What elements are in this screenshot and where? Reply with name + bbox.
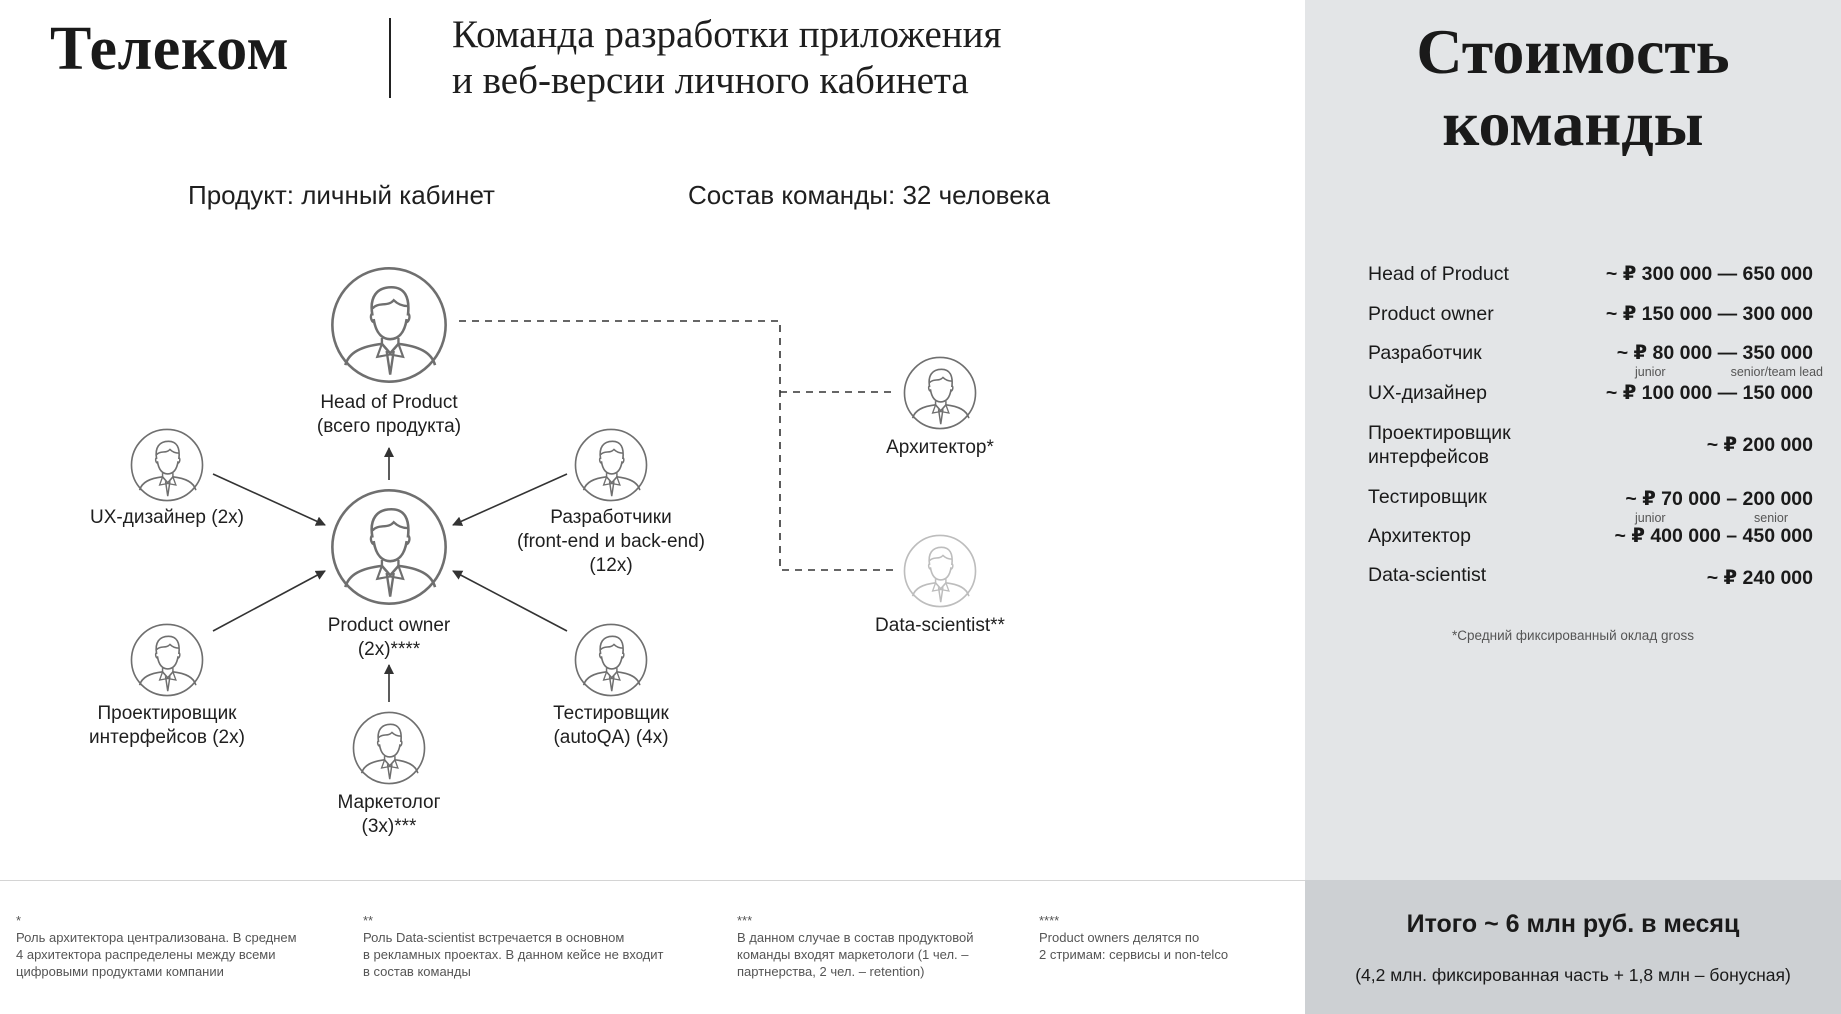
architect-avatar [903, 356, 977, 430]
cost-value: ~ ₽ 100 000 — 150 000 [1605, 382, 1813, 404]
company-title: Телеком [50, 15, 290, 83]
footnote-line: в состав команды [363, 964, 471, 979]
interface-designer-label [89, 702, 245, 750]
footnote-marketers [737, 912, 974, 980]
cost-role: Тестировщик [1368, 486, 1487, 508]
designer-line-2: интерфейсов (2x) [89, 727, 245, 748]
total-panel [1305, 880, 1841, 1014]
designer-line-1: Проектировщик [97, 703, 237, 724]
cost-role: Архитектор [1368, 525, 1471, 547]
subtitle-line-2: и веб-версии личного кабинета [452, 59, 969, 102]
team-size-label: Состав команды: 32 человека [688, 180, 1051, 210]
tester-line-2: (autoQA) (4x) [553, 727, 669, 748]
cost-value: ~ ₽ 240 000 [1706, 567, 1813, 589]
footnote-line: Роль архитектора централизована. В среднем [16, 930, 297, 945]
cost-footnote: *Средний фиксированный оклад gross [1452, 628, 1694, 643]
interface-designer-avatar [130, 623, 204, 697]
cost-row-data-scientist [1368, 563, 1813, 593]
product-owner-avatar [330, 488, 448, 606]
architect-label: Архитектор* [886, 437, 994, 458]
footnote-line: цифровыми продуктами компании [16, 964, 224, 979]
data-scientist-avatar [903, 534, 977, 608]
footnote-mark: * [16, 913, 22, 928]
cost-value: ~ ₽ 150 000 — 300 000 [1605, 303, 1813, 325]
cost-row-architect [1368, 524, 1813, 554]
cost-value: ~ ₽ 200 000 [1706, 434, 1813, 456]
footnote-mark: ** [363, 913, 374, 928]
cost-value: ~ ₽ 70 000 – 200 000 [1625, 488, 1813, 510]
footnote-architect [16, 912, 297, 980]
footnote-mark: *** [737, 913, 753, 928]
head-of-product-label [317, 391, 461, 439]
developers-label [517, 506, 705, 578]
product-label: Продукт: личный кабинет [188, 180, 495, 210]
footnote-line: 2 стримам: сервисы и non-telco [1039, 947, 1229, 962]
cost-role [1368, 421, 1511, 469]
tester-avatar [574, 623, 648, 697]
cost-row-head-of-product [1368, 262, 1813, 292]
cost-title [1305, 16, 1841, 160]
footnote-line: партнерства, 2 чел. – retention) [737, 964, 925, 979]
total-breakdown: (4,2 млн. фиксированная часть + 1,8 млн – бонусная) [1355, 965, 1791, 985]
cost-title-line-2: команды [1442, 88, 1704, 159]
cost-role-line-1: Проектировщик [1368, 422, 1511, 444]
developers-avatar [574, 428, 648, 502]
footnote-line: команды входят маркетологи (1 чел. – [737, 947, 969, 962]
footnote-mark: **** [1039, 913, 1060, 928]
footnote-line: Роль Data-scientist встречается в основном [363, 930, 625, 945]
ux-designer-avatar [130, 428, 204, 502]
cost-title-line-1: Стоимость [1416, 16, 1730, 87]
footnote-data-scientist [363, 912, 663, 980]
marketer-line-1: Маркетолог [337, 792, 441, 813]
data-scientist-label: Data-scientist** [875, 615, 1005, 636]
cost-role: Product owner [1368, 303, 1494, 325]
cost-row-product-owner [1368, 302, 1813, 332]
dev-line-1: Разработчики [550, 507, 672, 528]
marketer-avatar [352, 711, 426, 785]
footer-divider [0, 880, 1305, 881]
cost-row-interface-designer [1368, 421, 1813, 471]
po-line-1: Product owner [327, 615, 451, 636]
marketer-line-2: (3x)*** [361, 816, 417, 837]
cost-value: ~ ₽ 300 000 — 650 000 [1605, 263, 1813, 285]
footnote-product-owners [1039, 912, 1228, 963]
head-line-2: (всего продукта) [316, 416, 462, 437]
junior-note: junior [1635, 511, 1666, 525]
cost-row-ux-designer [1368, 381, 1813, 411]
senior-note: senior [1754, 511, 1789, 525]
footnote-line: 4 архитектора распределены между всеми [16, 947, 276, 962]
cost-value: ~ ₽ 400 000 – 450 000 [1614, 525, 1813, 547]
dev-line-3: (12x) [589, 555, 633, 576]
ux-designer-label: UX-дизайнер (2x) [90, 507, 244, 528]
footnote-line: В данном случае в состав продуктовой [737, 930, 974, 945]
arrow-designer-to-po [213, 571, 325, 631]
product-owner-label [328, 614, 451, 662]
head-of-product-avatar [330, 266, 448, 384]
senior-note: senior/team lead [1730, 365, 1823, 379]
marketer-label [337, 791, 440, 839]
arrow-tester-to-po [453, 571, 567, 631]
cost-role: Data-scientist [1368, 564, 1487, 586]
total-cost: Итого ~ 6 млн руб. в месяц [1406, 910, 1740, 938]
footnote-line: Product owners делятся по [1039, 930, 1200, 945]
subtitle-line-1: Команда разработки приложения [452, 13, 1002, 56]
tester-line-1: Тестировщик [553, 703, 669, 724]
cost-role: Head of Product [1368, 263, 1509, 285]
cost-value: ~ ₽ 80 000 — 350 000 [1616, 342, 1813, 364]
cost-role: UX-дизайнер [1368, 382, 1487, 404]
cost-role: Разработчик [1368, 342, 1482, 364]
cost-row-developer [1368, 341, 1823, 379]
footnote-line: в рекламных проектах. В данном кейсе не входит [363, 947, 664, 962]
po-line-2: (2x)**** [357, 639, 421, 660]
tester-label [553, 702, 669, 750]
cost-role-line-2: интерфейсов [1368, 446, 1490, 468]
dev-line-2: (front-end и back-end) [516, 531, 706, 552]
junior-note: junior [1635, 365, 1666, 379]
head-line-1: Head of Product [320, 392, 458, 413]
cost-row-tester [1368, 485, 1813, 525]
